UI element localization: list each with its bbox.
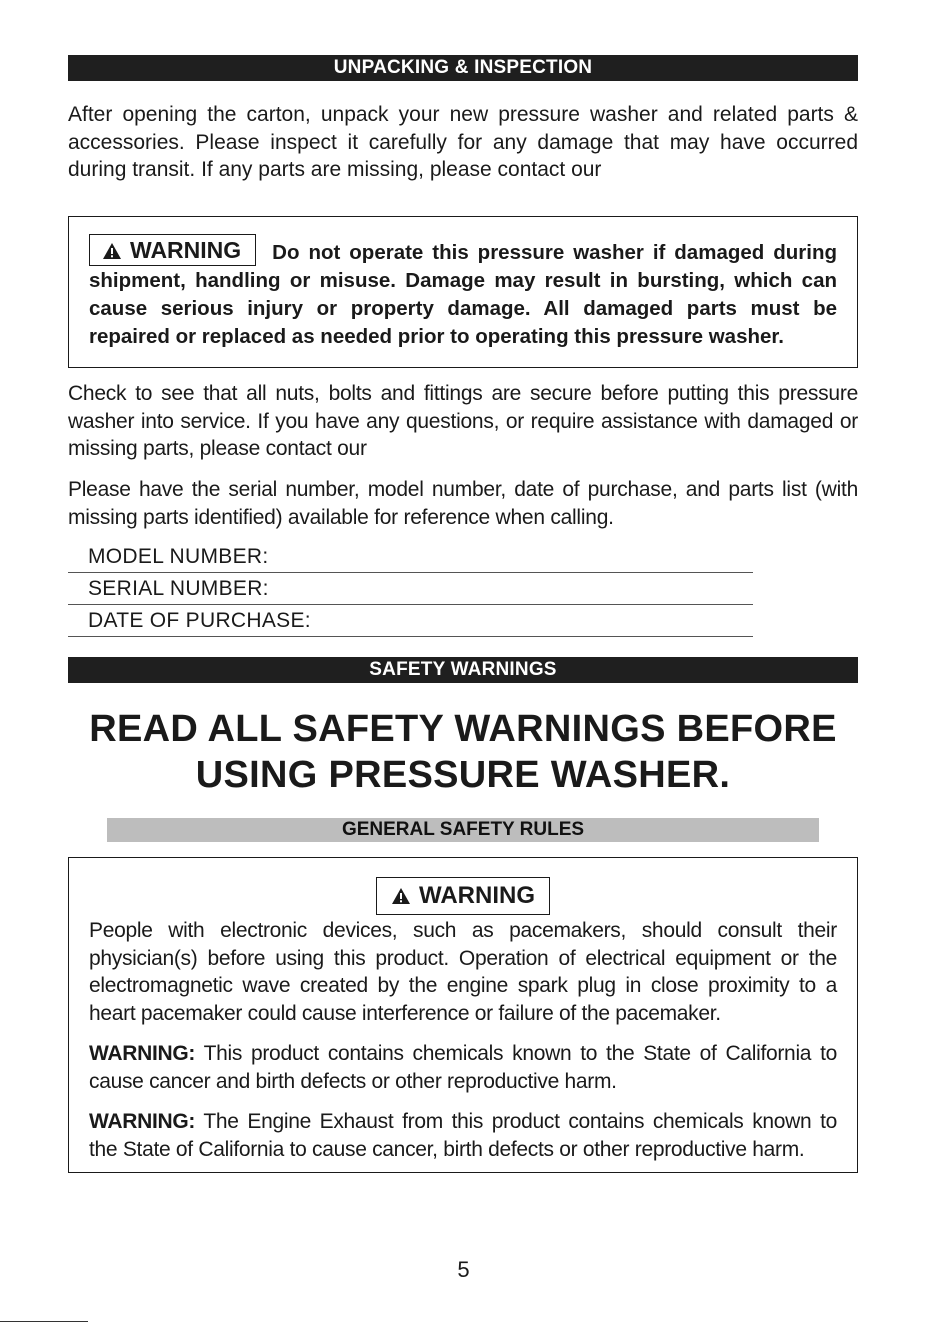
serial-number-field[interactable]: SERIAL NUMBER: bbox=[68, 574, 753, 605]
safety-heading-bar bbox=[68, 657, 858, 683]
warning-badge bbox=[89, 234, 256, 266]
general-warning-badge-label: WARNING bbox=[419, 882, 535, 909]
purchase-info-form bbox=[68, 542, 753, 637]
warning-badge-label: WARNING bbox=[130, 237, 242, 263]
unpacking-intro: After opening the carton, unpack your new pressure washer and related parts & accessories. Please inspect it carefully for any damage that may have occurred during transit. If any parts are missing, please contact our bbox=[68, 103, 858, 181]
safety-headline bbox=[68, 706, 858, 798]
serial-paragraph: Please have the serial number, model number, date of purchase, and parts list (with missing parts identified) available for reference when calling. bbox=[68, 478, 858, 529]
footer-rule bbox=[0, 1321, 88, 1322]
california-warning-2 bbox=[89, 1108, 837, 1163]
general-safety-rules-heading: GENERAL SAFETY RULES bbox=[341, 819, 585, 840]
safety-heading: SAFETY WARNINGS bbox=[369, 659, 557, 680]
unpacking-heading-bar bbox=[68, 55, 858, 81]
model-number-field[interactable]: MODEL NUMBER: bbox=[68, 542, 753, 573]
warning-triangle-icon bbox=[102, 242, 122, 260]
general-warning-box bbox=[68, 857, 858, 1173]
date-of-purchase-field[interactable]: DATE OF PURCHASE: bbox=[68, 606, 753, 637]
warning-triangle-icon bbox=[391, 887, 411, 905]
california-warning-1 bbox=[89, 1040, 837, 1095]
california-warning-2-text: The Engine Exhaust from this product contains chemicals known to the State of California to cause cancer, birth defects or other reproductive harm. bbox=[89, 1110, 837, 1161]
warning-label: WARNING: bbox=[89, 1042, 196, 1065]
unpacking-heading: UNPACKING & INSPECTION bbox=[333, 57, 593, 78]
safety-headline-line2: USING PRESSURE WASHER. bbox=[195, 754, 731, 796]
general-safety-rules-bar bbox=[107, 818, 819, 842]
pacemaker-paragraph: People with electronic devices, such as pacemakers, should consult their physician(s) before using this product. Operation of electrical equipment or the electromagnetic wave created by the engine spark plug in close proximity to a heart pacemaker could cause interference or failure of the pacemaker. bbox=[89, 919, 837, 1025]
general-warning-badge bbox=[376, 877, 550, 915]
warning-label: WARNING: bbox=[89, 1110, 196, 1133]
california-warning-1-text: This product contains chemicals known to the State of California to cause cancer and birth defects or other reproductive harm. bbox=[89, 1042, 837, 1093]
safety-headline-line1: READ ALL SAFETY WARNINGS BEFORE bbox=[89, 708, 837, 750]
check-paragraph: Check to see that all nuts, bolts and fittings are secure before putting this pressure washer into service. If you have any questions, or require assistance with damaged or missing parts, please contact our bbox=[68, 382, 858, 460]
damage-warning-box bbox=[68, 216, 858, 368]
damage-warning-paragraph bbox=[89, 234, 837, 351]
damage-warning-text: Do not operate this pressure washer if damaged during shipment, handling or misuse. Damage may result in bursting, which can cause serious injury or property damage. All damaged parts must be repaired or replaced as needed prior to operating this pressure washer. bbox=[89, 241, 837, 348]
page-number: 5 bbox=[457, 1257, 470, 1282]
